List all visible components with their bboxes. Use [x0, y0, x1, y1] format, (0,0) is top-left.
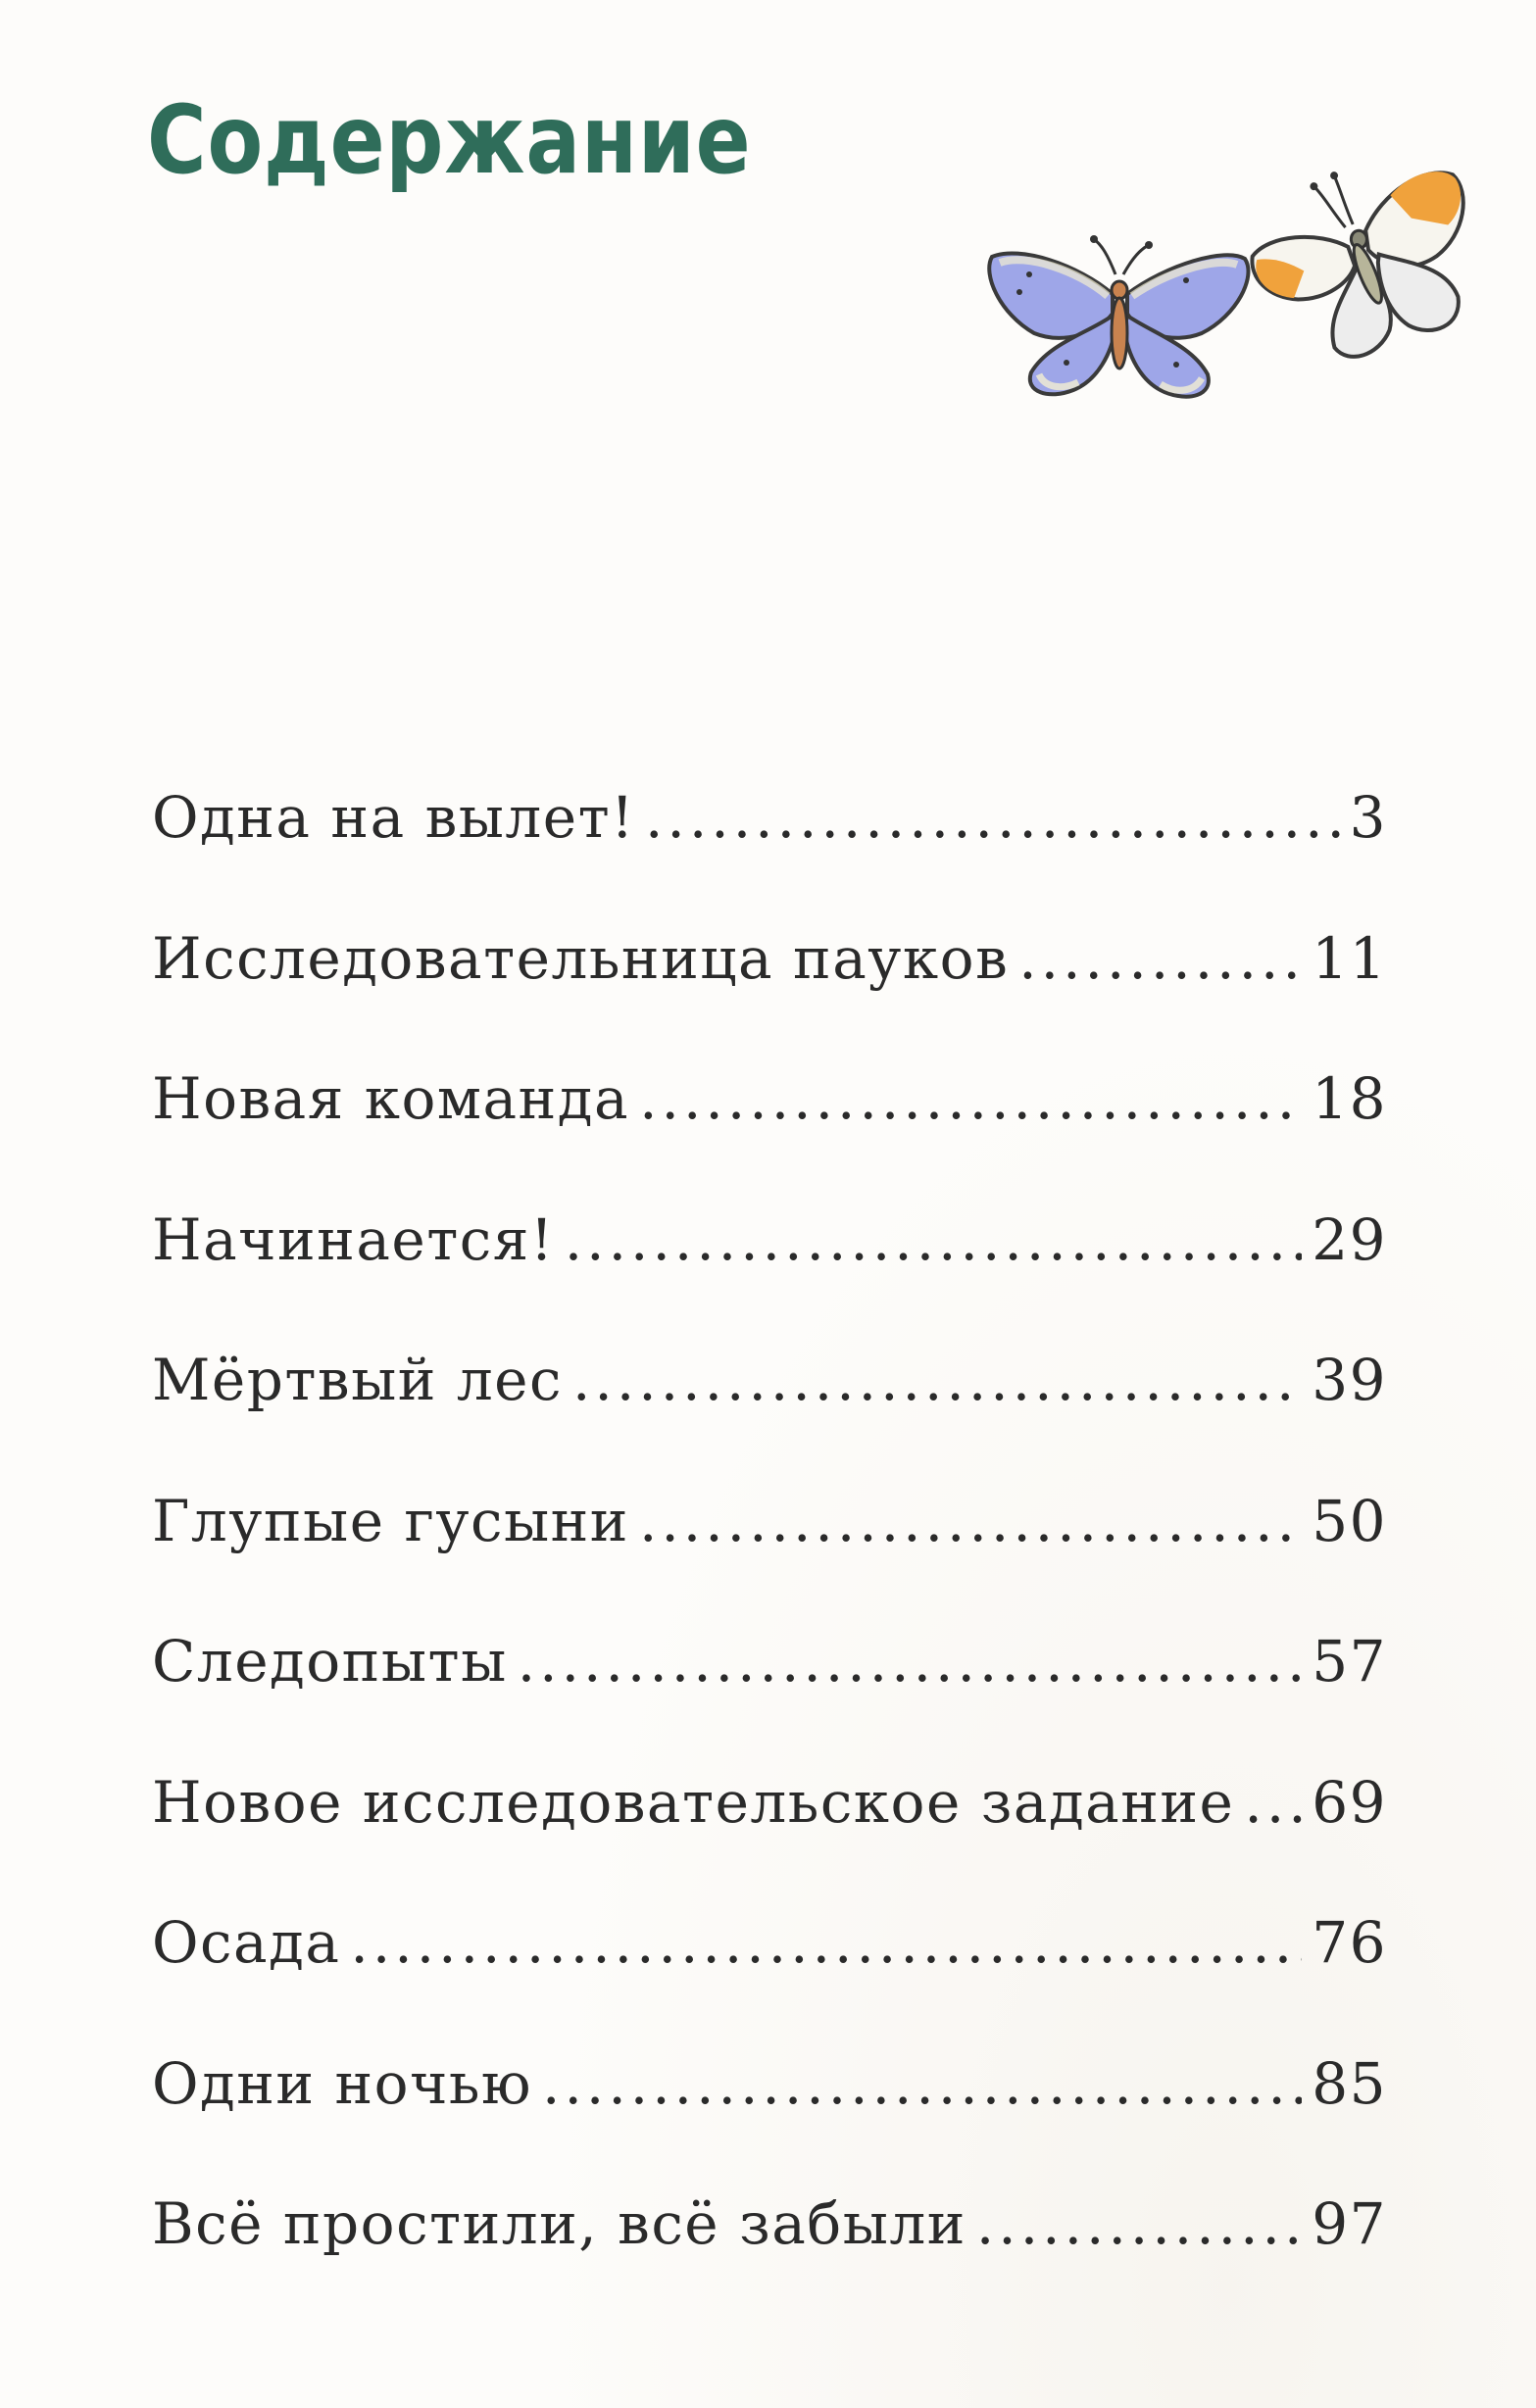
toc-dot-leader	[645, 784, 1340, 851]
blue-butterfly-icon	[989, 235, 1248, 397]
toc-entry-title: Исследовательница пауков	[152, 924, 1010, 992]
toc-page-number: 11	[1312, 924, 1387, 992]
toc-page-number: 69	[1312, 1768, 1387, 1836]
toc-page-number: 50	[1312, 1487, 1387, 1554]
toc-entry[interactable]	[152, 1065, 1387, 1206]
toc-dot-leader	[639, 1065, 1302, 1132]
toc-entry[interactable]	[152, 1909, 1387, 2050]
orange-tip-butterfly-icon	[1241, 154, 1483, 369]
toc-page-number: 3	[1349, 784, 1387, 851]
toc-dot-leader	[518, 1628, 1302, 1695]
toc-page-number: 97	[1312, 2190, 1387, 2257]
toc-entry-title: Глупые гусыни	[152, 1487, 629, 1554]
toc-entry-title: Осада	[152, 1909, 341, 1976]
toc-entry[interactable]	[152, 2190, 1387, 2332]
toc-entry[interactable]	[152, 1769, 1387, 1910]
toc-entry-title: Следопыты	[152, 1628, 508, 1695]
toc-entry[interactable]	[152, 925, 1387, 1066]
page-title: Содержание	[147, 85, 752, 195]
toc-dot-leader	[565, 1206, 1302, 1273]
toc-entry-title: Мёртвый лес	[152, 1347, 563, 1413]
toc-page-number: 39	[1312, 1347, 1387, 1413]
toc-dot-leader	[350, 1909, 1302, 1976]
toc-entry-title: Новая команда	[152, 1065, 630, 1132]
toc-page-number: 57	[1312, 1628, 1387, 1695]
toc-dot-leader	[639, 1488, 1302, 1554]
toc-entry-title: Одна на вылет!	[152, 784, 635, 851]
toc-page-number: 76	[1312, 1909, 1387, 1976]
table-of-contents	[152, 784, 1387, 2332]
toc-dot-leader	[976, 2190, 1302, 2257]
toc-page-number: 29	[1312, 1205, 1387, 1273]
toc-entry[interactable]	[152, 1347, 1387, 1488]
toc-entry[interactable]	[152, 784, 1387, 925]
toc-dot-leader	[542, 2050, 1302, 2117]
toc-entry-title: Новое исследовательское задание	[152, 1768, 1235, 1836]
butterflies-illustration	[980, 147, 1490, 480]
toc-dot-leader	[1244, 1769, 1302, 1836]
toc-dot-leader	[572, 1347, 1302, 1413]
toc-entry-title: Одни ночью	[152, 2049, 533, 2117]
toc-entry[interactable]	[152, 1206, 1387, 1348]
toc-entry[interactable]	[152, 1488, 1387, 1629]
toc-entry[interactable]	[152, 2050, 1387, 2191]
toc-entry[interactable]	[152, 1628, 1387, 1769]
toc-page-number: 18	[1312, 1065, 1387, 1132]
toc-page-number: 85	[1312, 2049, 1387, 2117]
toc-entry-title: Начинается!	[152, 1205, 555, 1273]
toc-dot-leader	[1018, 925, 1302, 992]
toc-entry-title: Всё простили, всё забыли	[152, 2190, 966, 2257]
